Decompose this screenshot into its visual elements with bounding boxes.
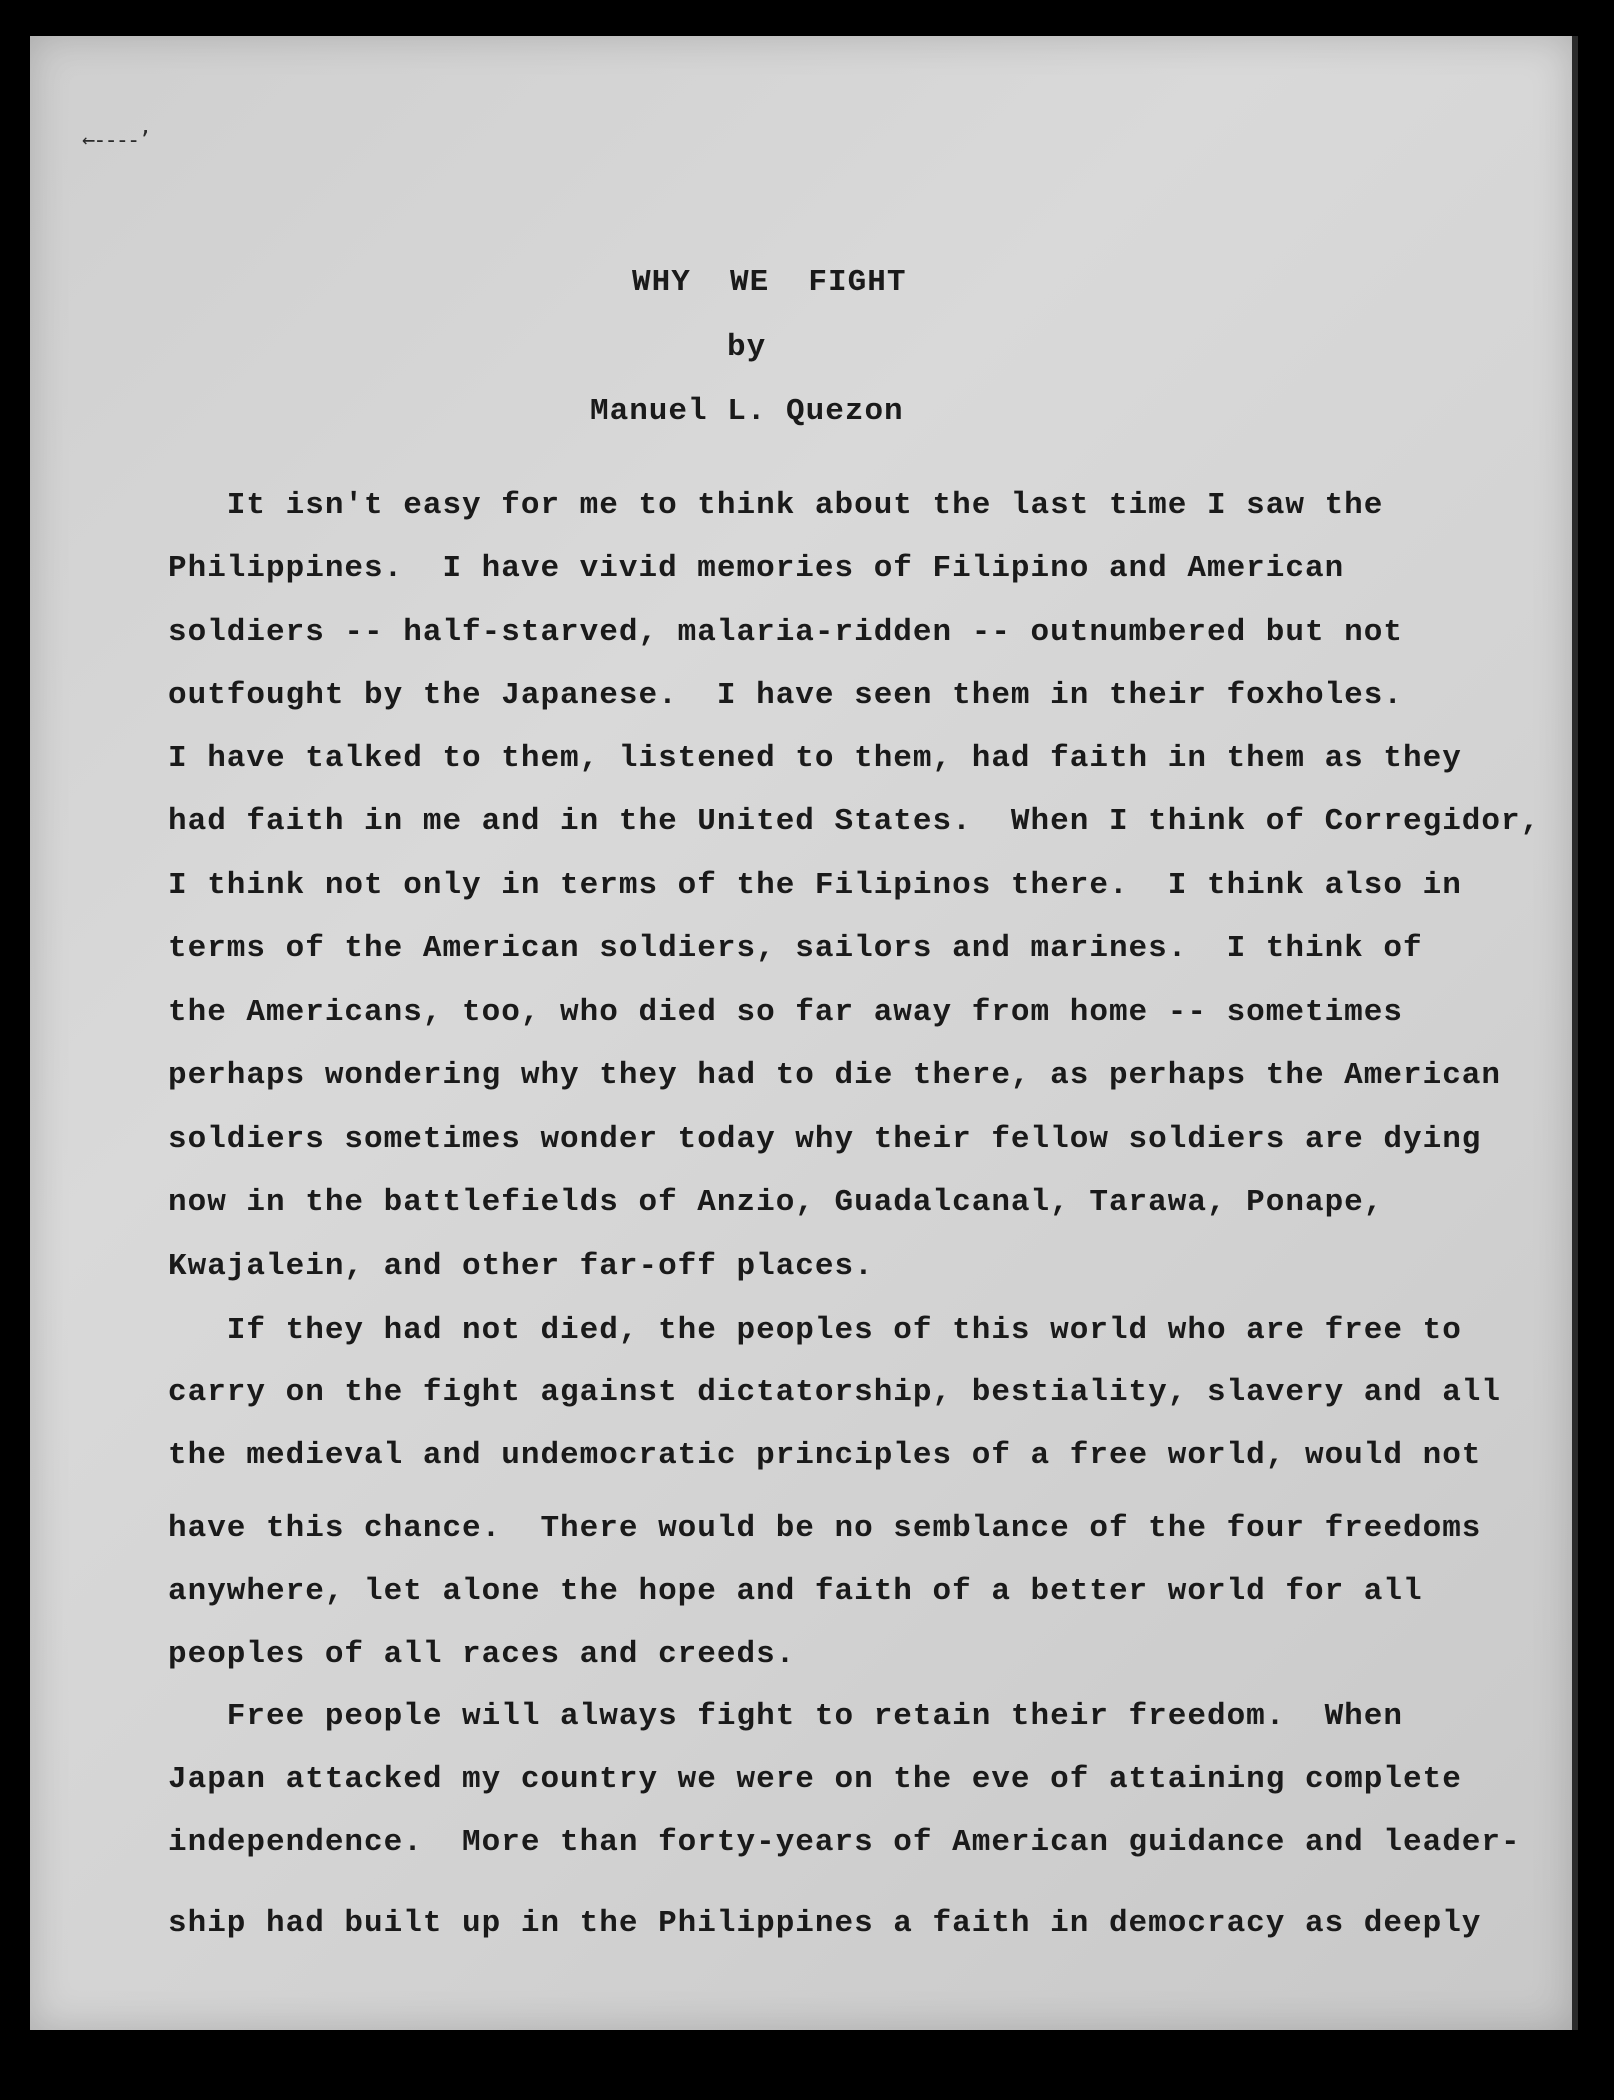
text-line: Kwajalein, and other far-off places. <box>168 1249 874 1284</box>
text-line: If they had not died, the peoples of this world who are free to <box>168 1313 1462 1348</box>
text-line: have this chance. There would be no semblance of the four freedoms <box>168 1511 1482 1546</box>
text-line: I have talked to them, listened to them, had faith in them as they <box>168 741 1462 776</box>
byline-row <box>0 295 1614 365</box>
text-line: Japan attacked my country we were on the eve of attaining complete <box>168 1762 1462 1797</box>
text-line: now in the battlefields of Anzio, Guadalcanal, Tarawa, Ponape, <box>168 1185 1384 1220</box>
document-title: WHY WE FIGHT <box>632 265 907 300</box>
byline: by <box>727 330 767 365</box>
text-line: Philippines. I have vivid memories of Filipino and American <box>168 551 1345 586</box>
title-row <box>0 230 1614 300</box>
page-edge <box>1572 36 1578 2030</box>
text-line: the medieval and undemocratic principles of a free world, would not <box>168 1438 1482 1473</box>
text-line: peoples of all races and creeds. <box>168 1637 796 1672</box>
text-line: ship had built up in the Philippines a faith in democracy as deeply <box>168 1906 1482 1941</box>
text-line: terms of the American soldiers, sailors and marines. I think of <box>168 931 1423 966</box>
text-line: outfought by the Japanese. I have seen them in their foxholes. <box>168 678 1403 713</box>
text-line: It isn't easy for me to think about the last time I saw the <box>168 488 1384 523</box>
margin-arrow-mark: ←----’ <box>82 128 150 153</box>
author-name: Manuel L. Quezon <box>590 394 904 429</box>
text-line: Free people will always fight to retain their freedom. When <box>168 1699 1403 1734</box>
author-row <box>0 359 1614 429</box>
text-line: independence. More than forty-years of American guidance and leader- <box>168 1825 1521 1860</box>
text-line: soldiers sometimes wonder today why their fellow soldiers are dying <box>168 1122 1482 1157</box>
text-line: I think not only in terms of the Filipinos there. I think also in <box>168 868 1462 903</box>
text-line: perhaps wondering why they had to die there, as perhaps the American <box>168 1058 1502 1093</box>
text-line: the Americans, too, who died so far away from home -- sometimes <box>168 995 1403 1030</box>
text-line: anywhere, let alone the hope and faith of a better world for all <box>168 1574 1423 1609</box>
text-line: had faith in me and in the United States. When I think of Corregidor, <box>168 804 1541 839</box>
text-line: carry on the fight against dictatorship, bestiality, slavery and all <box>168 1375 1502 1410</box>
text-line: soldiers -- half-starved, malaria-ridden -- outnumbered but not <box>168 615 1403 650</box>
